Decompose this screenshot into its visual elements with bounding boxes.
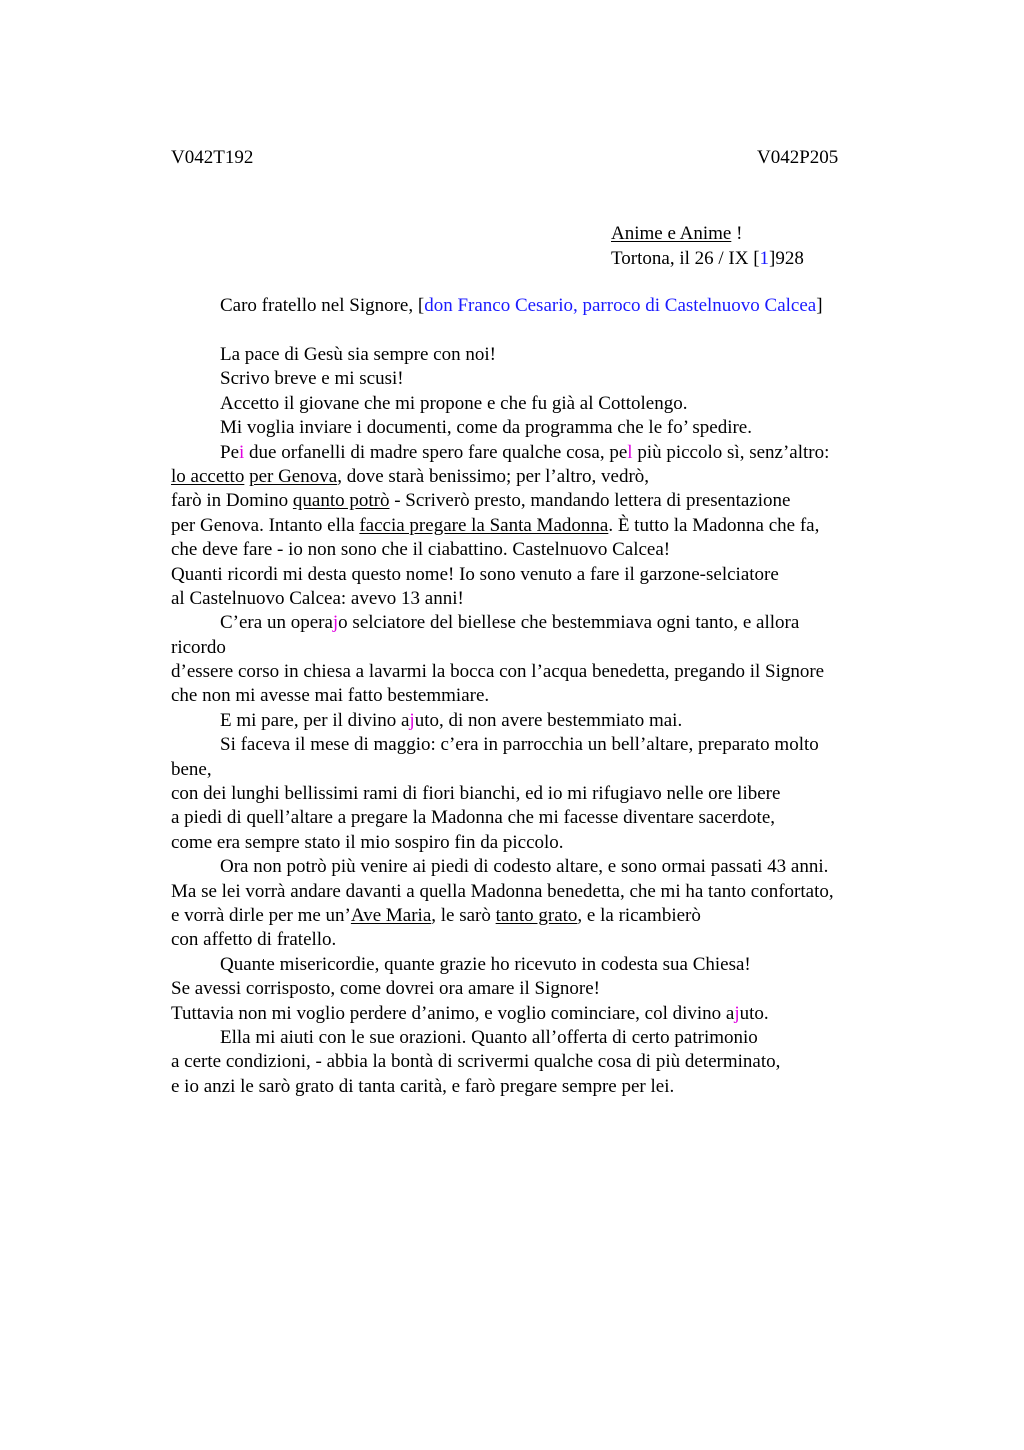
variant-letter: j [409,709,415,731]
recipient-note: don Franco Cesario, parroco di Castelnuovo Calcea [424,295,817,316]
document-code-left: V042T192 [171,147,254,168]
body-line: e io anzi le sarò grato di tanta carità, e farò pregare sempre per lei. [171,1075,675,1097]
body-line: Mi voglia inviare i documenti, come da programma che le fo’ spedire. [220,417,752,439]
body-line: con affetto di fratello. [171,929,337,951]
body-line: a piedi di quell’altare a pregare la Madonna che mi facesse diventare sacerdote, [171,807,776,829]
body-line: lo accetto per Genova, dove starà benissimo; per l’altro, vedrò, [171,465,650,487]
date-line: Tortona, il 26 / IX [1]928 [611,247,804,269]
underlined-phrase: quanto potrò [292,490,390,512]
body-line: e vorrà dirle per me un’Ave Maria, le sarò tanto grato, e la ricambierò [171,904,701,926]
body-line: Ella mi aiuti con le sue orazioni. Quanto all’offerta di certo patrimonio [220,1026,758,1048]
editorial-digit: 1 [759,247,770,269]
body-line: bene, [171,758,212,780]
body-line: Ora non potrò più venire ai piedi di codesto altare, e sono ormai passati 43 anni. [220,856,829,878]
document-code-right: V042P205 [757,147,839,168]
variant-letter: l [627,441,633,463]
body-line: a certe condizioni, - abbia la bontà di scrivermi qualche cosa di più determinato, [171,1051,781,1073]
body-line: Tuttavia non mi voglio perdere d’animo, e voglio cominciare, col divino ajuto. [171,1002,769,1024]
body-line: Scrivo breve e mi scusi! [220,368,404,390]
letter-heading [611,222,804,271]
body-line: E mi pare, per il divino ajuto, di non avere bestemmiato mai. [220,709,683,731]
underlined-phrase: tanto grato [495,904,578,926]
underlined-phrase: lo accetto [171,465,245,487]
body-line: C’era un operajo selciatore del biellese che bestemmiava ogni tanto, e allora [220,612,800,634]
body-line: La pace di Gesù sia sempre con noi! [220,344,496,365]
body-line: Accetto il giovane che mi propone e che fu già al Cottolengo. [220,392,688,414]
variant-letter: i [239,441,245,463]
body-line: come era sempre stato il mio sospiro fin da piccolo. [171,831,564,853]
variant-letter: j [332,612,339,634]
salutation: Caro fratello nel Signore, [don Franco Cesario, parroco di Castelnuovo Calcea] [220,295,823,316]
body-line: che non mi avesse mai fatto bestemmiare. [171,685,490,707]
variant-letter: j [734,1002,740,1024]
motto-mark: ! [731,223,743,244]
body-line: Quante misericordie, quante grazie ho ricevuto in codesta sua Chiesa! [220,953,751,975]
body-line: ricordo [171,636,226,658]
body-line: Quanti ricordi mi desta questo nome! Io sono venuto a fare il garzone-selciatore [171,563,779,585]
underlined-phrase: faccia pregare la Santa Madonna [359,514,609,536]
body-line: che deve fare - io non sono che il ciabattino. Castelnuovo Calcea! [171,539,671,561]
body-line: farò in Domino quanto potrò - Scriverò presto, mandando lettera di presentazione [171,490,791,512]
body-line: Si faceva il mese di maggio: c’era in parrocchia un bell’altare, preparato molto [220,734,819,756]
body-line: Ma se lei vorrà andare davanti a quella Madonna benedetta, che mi ha tanto confortato, [171,880,834,902]
motto: Anime e Anime [611,223,732,244]
body-line: con dei lunghi bellissimi rami di fiori bianchi, ed io mi rifugiavo nelle ore libere [171,783,781,805]
body-line: d’essere corso in chiesa a lavarmi la bocca con l’acqua benedetta, pregando il Signore [171,661,825,683]
body-line: al Castelnuovo Calcea: avevo 13 anni! [171,587,464,609]
letter-body [171,343,931,1099]
body-line: per Genova. Intanto ella faccia pregare la Santa Madonna. È tutto la Madonna che fa, [171,514,820,536]
body-line: Pei due orfanelli di madre spero fare qualche cosa, pel più piccolo sì, senz’altro: [220,441,830,463]
underlined-phrase: Ave Maria [350,904,432,926]
underlined-phrase: per Genova [249,465,338,487]
body-line: Se avessi corrisposto, come dovrei ora amare il Signore! [171,978,600,1000]
motto-line [611,222,804,247]
